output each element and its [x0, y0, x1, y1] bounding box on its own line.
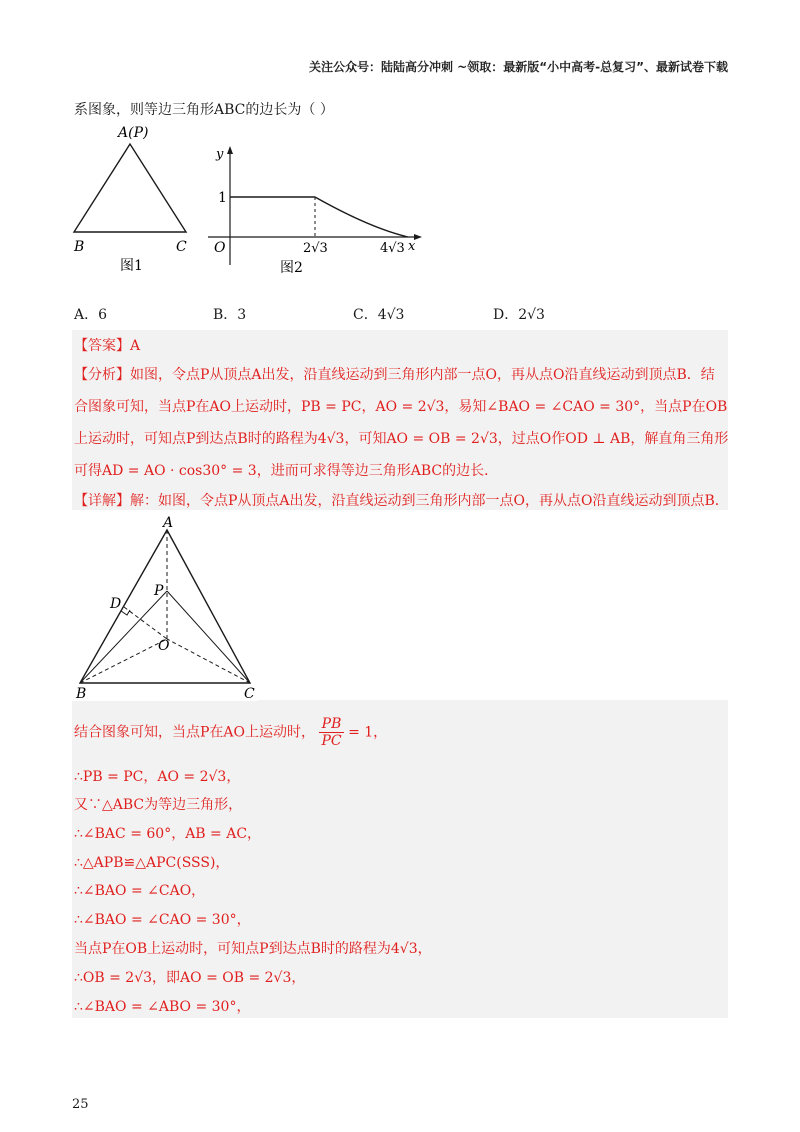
figure-1-triangle [60, 118, 210, 278]
step-3: 又∵△ABC为等边三角形， [74, 797, 243, 813]
step-5: ∴△APB≌△APC(SSS)， [74, 855, 230, 871]
fig1-label-b: B [74, 239, 85, 255]
option-a[interactable]: A．6 [74, 307, 108, 323]
step-6: ∴∠BAO = ∠CAO， [74, 883, 206, 899]
fig2-origin-label: O [214, 240, 226, 256]
step-1-denominator: PC [321, 733, 342, 749]
step-4: ∴∠BAC = 60°，AB = AC， [74, 826, 262, 842]
fig2-x-tick-2: 4√3 [380, 241, 405, 256]
fig2-caption: 图2 [280, 260, 303, 276]
fig1-top-label: A(P) [118, 125, 149, 141]
question-text: 系图象，则等边三角形ABC的边长为（ ） [74, 102, 334, 118]
fig3-label-d: D [110, 596, 122, 612]
detail-intro: 【详解】解：如图，令点P从顶点A出发，沿直线运动到三角形内部一点O，再从点O沿直线运动到顶点B． [74, 493, 729, 509]
fig1-label-c: C [176, 239, 187, 255]
step-1-fraction [319, 716, 343, 749]
step-10: ∴∠BAO = ∠ABO = 30°， [74, 999, 251, 1015]
fig2-x-axis-label: x [408, 239, 416, 254]
step-1 [74, 716, 387, 749]
analysis-line-1: 【分析】如图，令点P从顶点A出发，沿直线运动到三角形内部一点O，再从点O沿直线运动到顶点B．结 [74, 367, 715, 383]
fig3-label-b: B [76, 686, 87, 701]
figure-3-triangle-construction [72, 515, 258, 701]
step-8: 当点P在OB上运动时，可知点P到达点B时的路程为4√3， [74, 941, 432, 957]
step-9: ∴OB = 2√3，即AO = OB = 2√3， [74, 970, 306, 986]
step-1-numerator: PB [319, 716, 343, 733]
answer-label: 【答案】A [74, 338, 141, 354]
answer-analysis-panel [72, 330, 728, 510]
page-number: 25 [72, 1097, 89, 1112]
step-1-suffix: = 1， [348, 724, 388, 741]
analysis-line-4: 可得AD = AO · cos30° = 3，进而可求得等边三角形ABC的边长． [74, 463, 499, 479]
option-d[interactable]: D．2√3 [493, 307, 545, 323]
step-1-prefix: 结合图象可知，当点P在AO上运动时， [74, 724, 316, 741]
fig2-y-axis-label: y [216, 147, 224, 162]
option-b[interactable]: B．3 [213, 307, 247, 323]
step-7: ∴∠BAO = ∠CAO = 30°， [74, 912, 251, 928]
fig3-label-o: O [158, 638, 170, 654]
page-header: 关注公众号：陆陆高分冲刺 ~领取：最新版“小中高考-总复习”、最新试卷下载 [309, 60, 728, 74]
option-c[interactable]: C．4√3 [353, 307, 405, 323]
analysis-line-2: 合图象可知，当点P在AO上运动时，PB = PC，AO = 2√3，易知∠BAO = ∠CAO = 30°，当点P在OB [74, 399, 728, 415]
figure-2-graph [200, 140, 430, 280]
fig2-y-tick: 1 [218, 190, 227, 206]
step-2: ∴PB = PC，AO = 2√3， [74, 769, 241, 785]
fig3-label-p: P [154, 583, 164, 599]
fig2-x-tick-1: 2√3 [303, 241, 328, 256]
fig1-caption: 图1 [120, 258, 143, 274]
fig3-label-c: C [244, 686, 255, 701]
analysis-line-3: 上运动时，可知点P到达点B时的路程为4√3，可知AO = OB = 2√3，过点O作OD ⊥ AB，解直角三角形 [74, 431, 729, 447]
fig3-label-a: A [163, 515, 174, 531]
